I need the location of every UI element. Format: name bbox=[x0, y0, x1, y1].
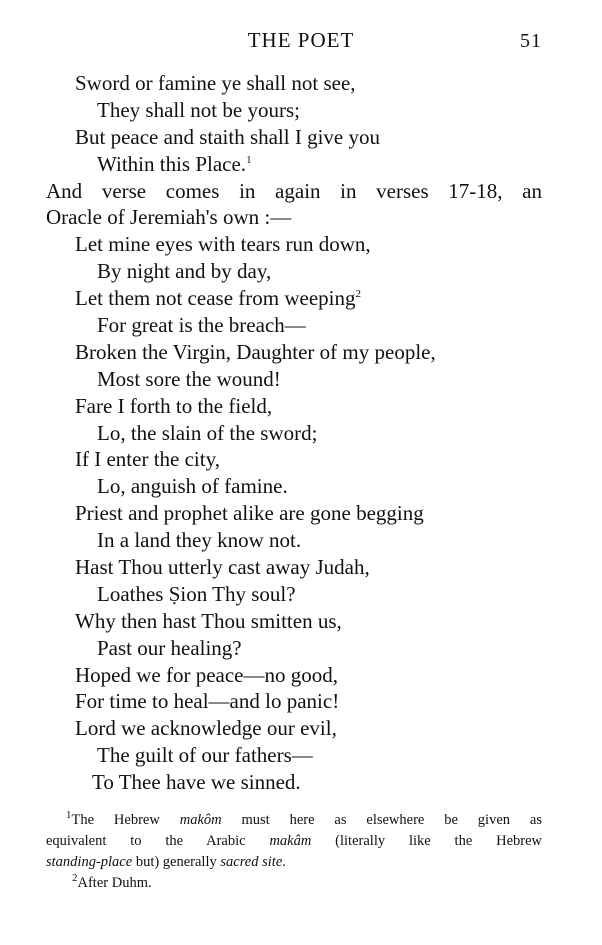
footnote-term: standing-place bbox=[46, 854, 133, 870]
footnote-text: must here as elsewhere be given as bbox=[221, 812, 542, 828]
verse-line: By night and by day, bbox=[97, 259, 272, 284]
footnote-2 bbox=[46, 873, 542, 894]
verse-line: The guilt of our fathers— bbox=[97, 743, 313, 768]
verse-line: Sword or famine ye shall not see, bbox=[75, 71, 356, 95]
footnote-text: equivalent to the Arabic bbox=[46, 833, 270, 849]
verse-line: Past our healing? bbox=[97, 635, 242, 660]
verse-line: If I enter the city, bbox=[75, 447, 220, 472]
prose-line: And verse comes in again in verses 17-18, an bbox=[46, 178, 542, 203]
footnotes bbox=[46, 810, 542, 894]
verse-text: Within this Place. bbox=[97, 151, 247, 176]
footnote-text: . bbox=[282, 854, 286, 870]
verse-line bbox=[46, 151, 546, 178]
footnote-1-end bbox=[46, 852, 542, 873]
verse-line: Most sore the wound! bbox=[97, 366, 281, 391]
page-number: 51 bbox=[520, 30, 542, 52]
footnote-text: After Duhm. bbox=[77, 875, 152, 891]
verse-line bbox=[46, 285, 546, 312]
verse-line: Fare I forth to the field, bbox=[75, 393, 273, 418]
footnote-term: sacred site bbox=[220, 854, 283, 870]
footnote-text: but) generally bbox=[132, 854, 221, 870]
verse-line: To Thee have we sinned. bbox=[92, 770, 301, 795]
footnote-text: (literally like the Hebrew bbox=[311, 833, 542, 849]
verse-line: In a land they know not. bbox=[97, 528, 302, 553]
footnote-term: makâm bbox=[269, 833, 312, 849]
body-text bbox=[46, 70, 546, 796]
verse-line: Lo, the slain of the sword; bbox=[97, 420, 318, 445]
footnote-ref: 1 bbox=[246, 153, 252, 166]
verse-line: They shall not be yours; bbox=[97, 97, 300, 122]
footnote-1 bbox=[46, 810, 542, 831]
footnote-mark: 1 bbox=[66, 809, 72, 822]
verse-line: Loathes Ṣion Thy soul? bbox=[97, 581, 296, 606]
running-head bbox=[0, 28, 602, 54]
verse-line: Broken the Virgin, Daughter of my people, bbox=[75, 339, 436, 364]
verse-line: Why then hast Thou smitten us, bbox=[75, 608, 342, 633]
footnote-mark: 2 bbox=[72, 872, 78, 885]
verse-line: Lord we acknowledge our evil, bbox=[75, 716, 337, 741]
footnote-ref: 2 bbox=[355, 288, 361, 301]
verse-line: Hoped we for peace—no good, bbox=[75, 662, 338, 687]
verse-line: Priest and prophet alike are gone begging bbox=[75, 501, 424, 526]
footnote-term: makôm bbox=[179, 812, 222, 828]
verse-line: Lo, anguish of famine. bbox=[97, 474, 288, 499]
prose-line: Oracle of Jeremiah's own :— bbox=[46, 205, 292, 230]
verse-text: Let them not cease from weeping bbox=[75, 286, 356, 311]
footnote-text: The Hebrew bbox=[71, 812, 180, 828]
footnote-1-cont bbox=[46, 831, 542, 852]
verse-line: For great is the breach— bbox=[97, 313, 306, 338]
verse-line: For time to heal—and lo panic! bbox=[75, 689, 340, 714]
verse-line: But peace and staith shall I give you bbox=[75, 124, 381, 149]
verse-line: Let mine eyes with tears run down, bbox=[75, 232, 371, 257]
verse-line: Hast Thou utterly cast away Judah, bbox=[75, 555, 370, 580]
page-title: THE POET bbox=[247, 28, 355, 52]
